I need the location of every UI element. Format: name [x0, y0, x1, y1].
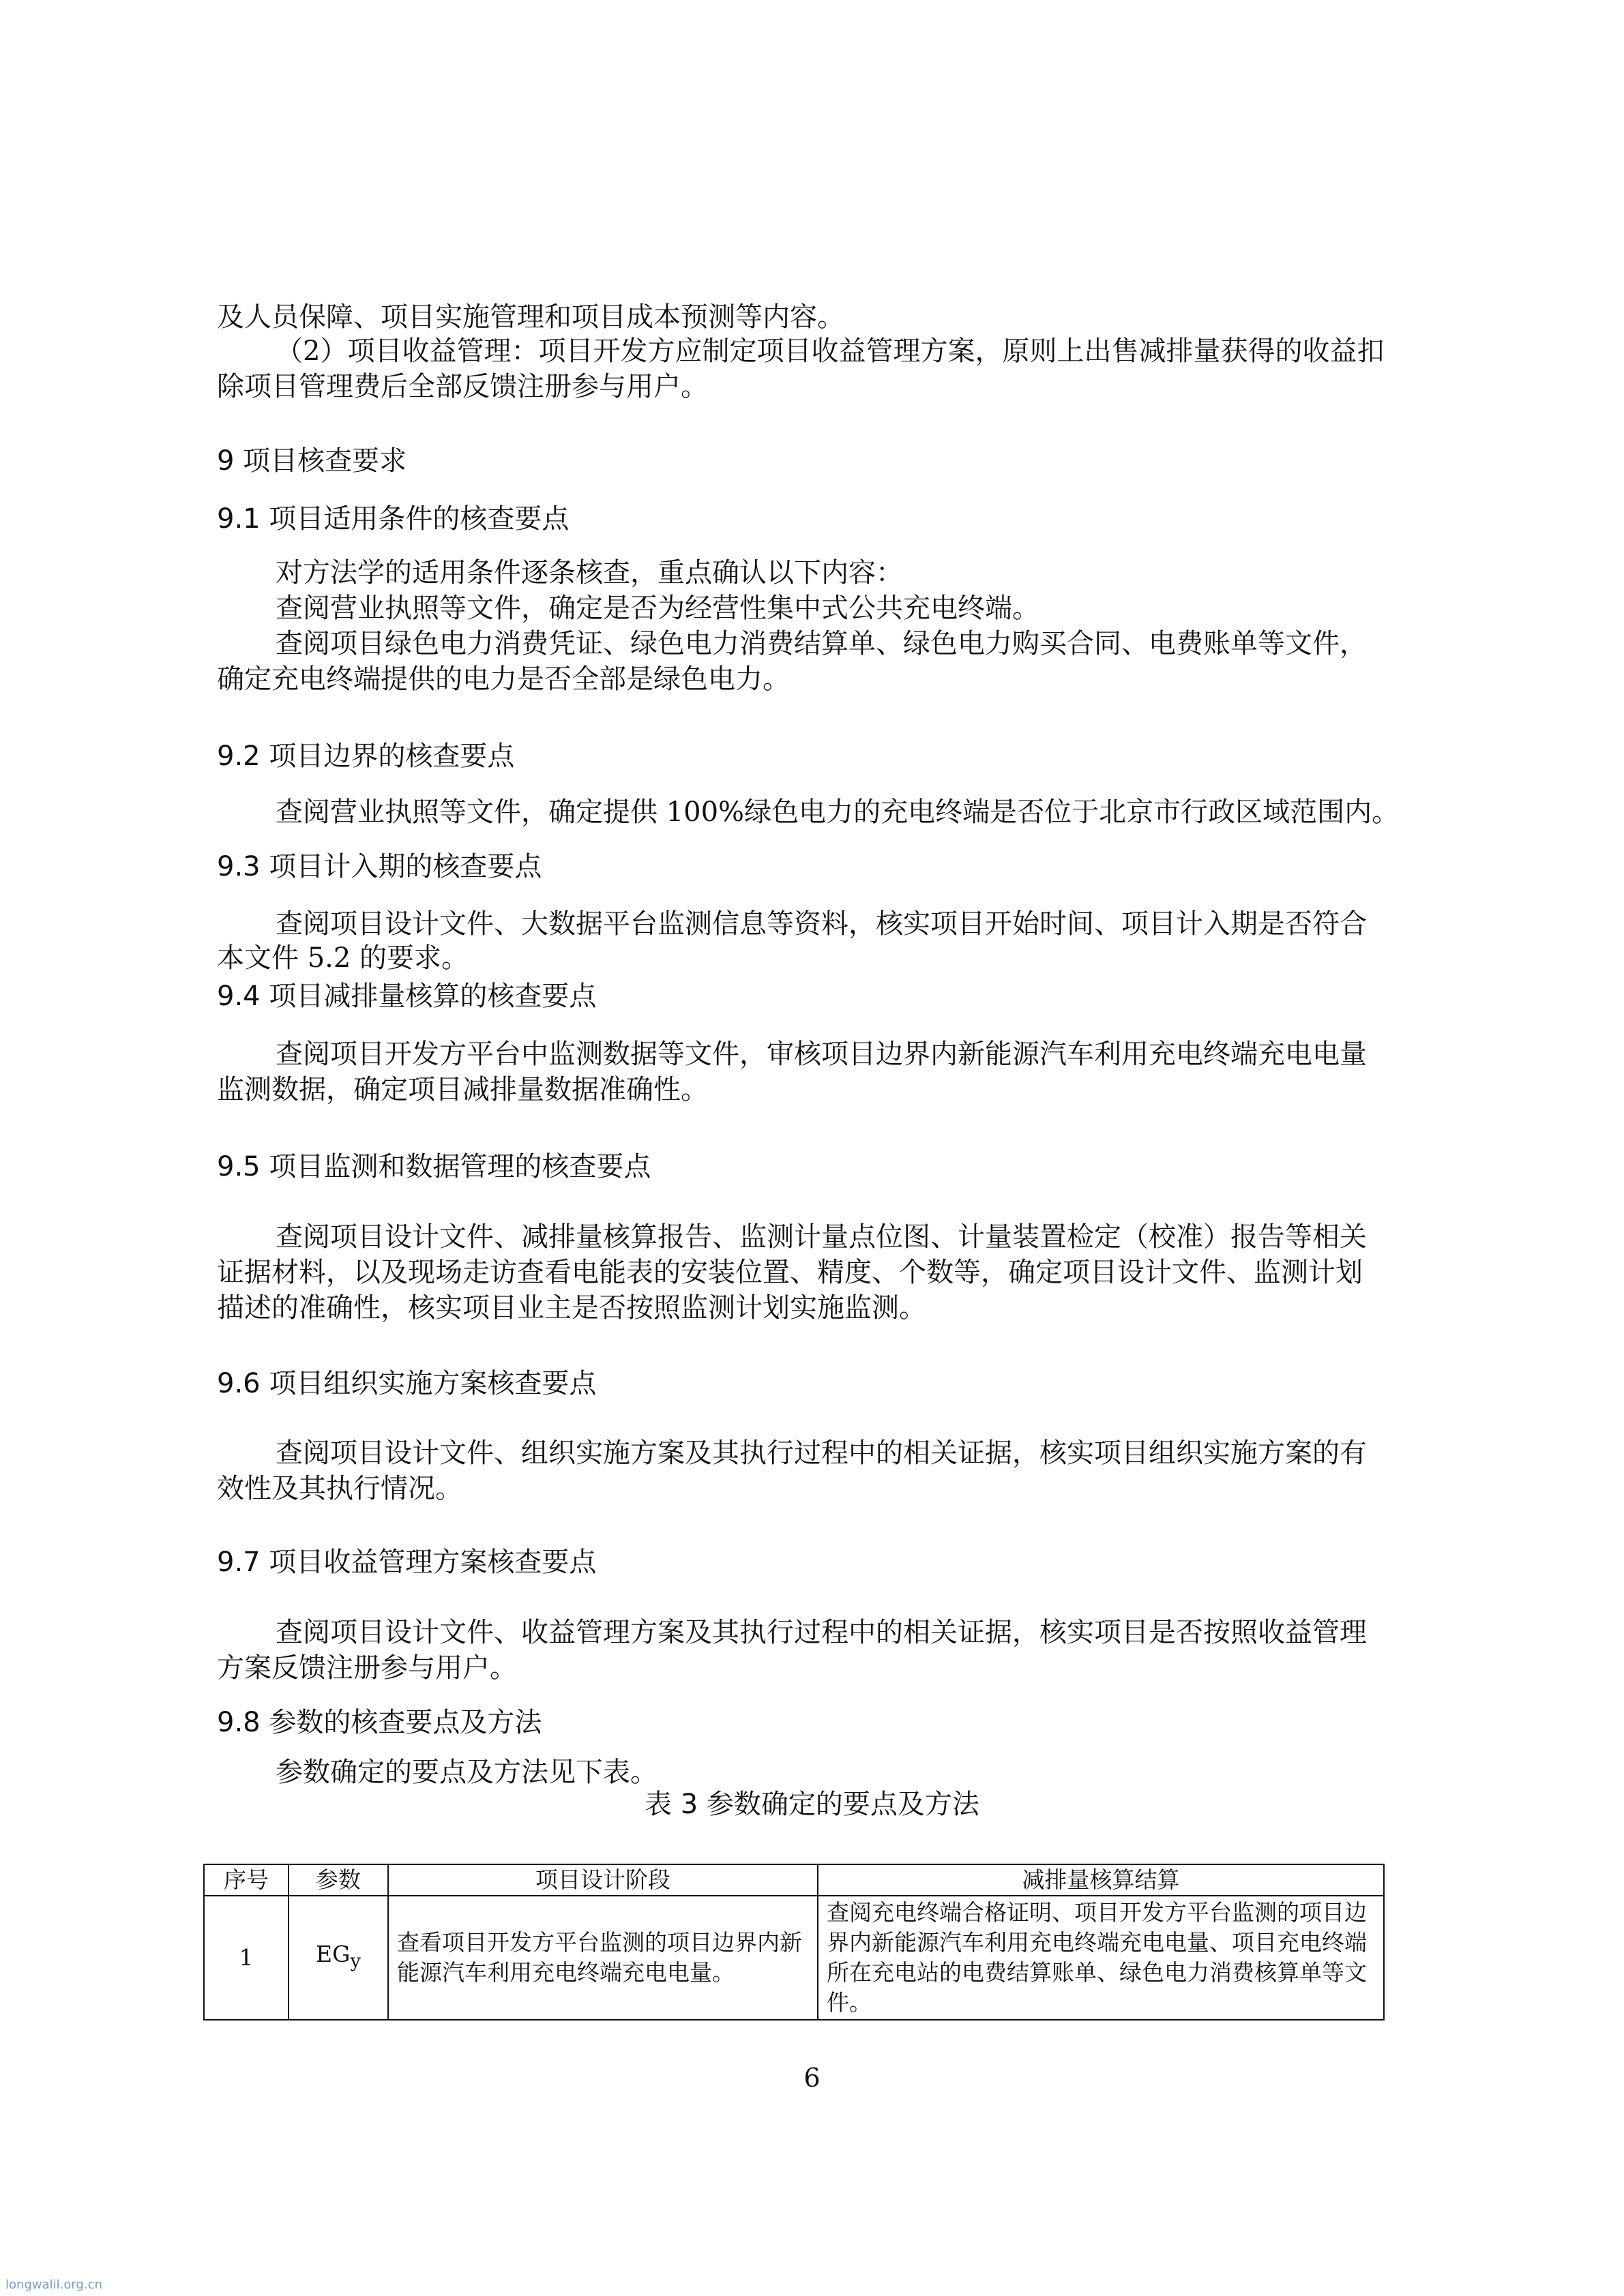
column-header: 减排量核算结算 [818, 1864, 1384, 1896]
section-heading: 9 项目核查要求 [217, 445, 407, 477]
paragraph-line: 查阅项目设计文件、组织实施方案及其执行过程中的相关证据，核实项目组织实施方案的有 [276, 1437, 1367, 1469]
paragraph-line: 描述的准确性，核实项目业主是否按照监测计划实施监测。 [217, 1292, 926, 1324]
paragraph-line: 查阅项目设计文件、收益管理方案及其执行过程中的相关证据，核实项目是否按照收益管理 [276, 1617, 1367, 1648]
row-number-cell: 1 [204, 1896, 289, 2020]
page-number: 6 [803, 2063, 821, 2093]
parameter-symbol: EG [316, 1941, 351, 1968]
column-header: 参数 [289, 1864, 388, 1896]
paragraph-line: 参数确定的要点及方法见下表。 [276, 1757, 658, 1788]
column-header: 序号 [204, 1864, 289, 1896]
column-header: 项目设计阶段 [388, 1864, 818, 1896]
paragraph-line: 监测数据，确定项目减排量数据准确性。 [217, 1074, 708, 1105]
table-row [204, 1896, 1384, 2020]
section-heading: 9.3 项目计入期的核查要点 [217, 851, 542, 882]
watermark: longwalil.org.cn [5, 2278, 102, 2292]
paragraph-line: 及人员保障、项目实施管理和项目成本预测等内容。 [217, 301, 844, 333]
settlement-cell: 查阅充电终端合格证明、项目开发方平台监测的项目边界内新能源汽车利用充电终端充电电量、项目充电终端所在充电站的电费结算账单、绿色电力消费核算单等文件。 [818, 1896, 1384, 2020]
paragraph-line: 查阅营业执照等文件，确定提供 100%绿色电力的充电终端是否位于北京市行政区域范围内。 [276, 796, 1400, 828]
section-heading: 9.8 参数的核查要点及方法 [217, 1707, 542, 1738]
paragraph-line: 对方法学的适用条件逐条核查，重点确认以下内容： [276, 557, 903, 588]
paragraph-line: 证据材料，以及现场走访查看电能表的安装位置、精度、个数等，确定项目设计文件、监测计划 [217, 1257, 1363, 1288]
section-heading: 9.1 项目适用条件的核查要点 [217, 503, 570, 535]
paragraph-line: 查阅营业执照等文件，确定是否为经营性集中式公共充电终端。 [276, 593, 1039, 624]
table-header-row [204, 1864, 1384, 1896]
section-heading: 9.2 项目边界的核查要点 [217, 741, 515, 772]
paragraph-line: 确定充电终端提供的电力是否全部是绿色电力。 [217, 664, 790, 695]
section-heading: 9.7 项目收益管理方案核查要点 [217, 1547, 597, 1578]
parameter-subscript: y [350, 1950, 361, 1972]
paragraph-line: 效性及其执行情况。 [217, 1473, 462, 1504]
section-heading: 9.5 项目监测和数据管理的核查要点 [217, 1151, 651, 1182]
section-heading: 9.4 项目减排量核算的核查要点 [217, 981, 597, 1012]
section-heading: 9.6 项目组织实施方案核查要点 [217, 1368, 597, 1399]
paragraph-line: 查阅项目绿色电力消费凭证、绿色电力消费结算单、绿色电力购买合同、电费账单等文件， [276, 628, 1367, 659]
parameter-table [203, 1864, 1385, 2021]
table-caption: 表 3 参数确定的要点及方法 [645, 1789, 979, 1820]
paragraph-line: 查阅项目开发方平台中监测数据等文件，审核项目边界内新能源汽车利用充电终端充电电量 [276, 1039, 1367, 1070]
paragraph-line: 查阅项目设计文件、减排量核算报告、监测计量点位图、计量装置检定（校准）报告等相关 [276, 1221, 1367, 1253]
paragraph-line: 查阅项目设计文件、大数据平台监测信息等资料，核实项目开始时间、项目计入期是否符合 [276, 908, 1367, 940]
paragraph-line: （2）项目收益管理：项目开发方应制定项目收益管理方案，原则上出售减排量获得的收益扣 [276, 336, 1385, 367]
paragraph-line: 本文件 5.2 的要求。 [217, 942, 469, 974]
parameter-cell [289, 1896, 388, 2020]
paragraph-line: 除项目管理费后全部反馈注册参与用户。 [217, 371, 708, 402]
paragraph-line: 方案反馈注册参与用户。 [217, 1652, 517, 1684]
design-stage-cell: 查看项目开发方平台监测的项目边界内新能源汽车利用充电终端充电电量。 [388, 1896, 818, 2020]
